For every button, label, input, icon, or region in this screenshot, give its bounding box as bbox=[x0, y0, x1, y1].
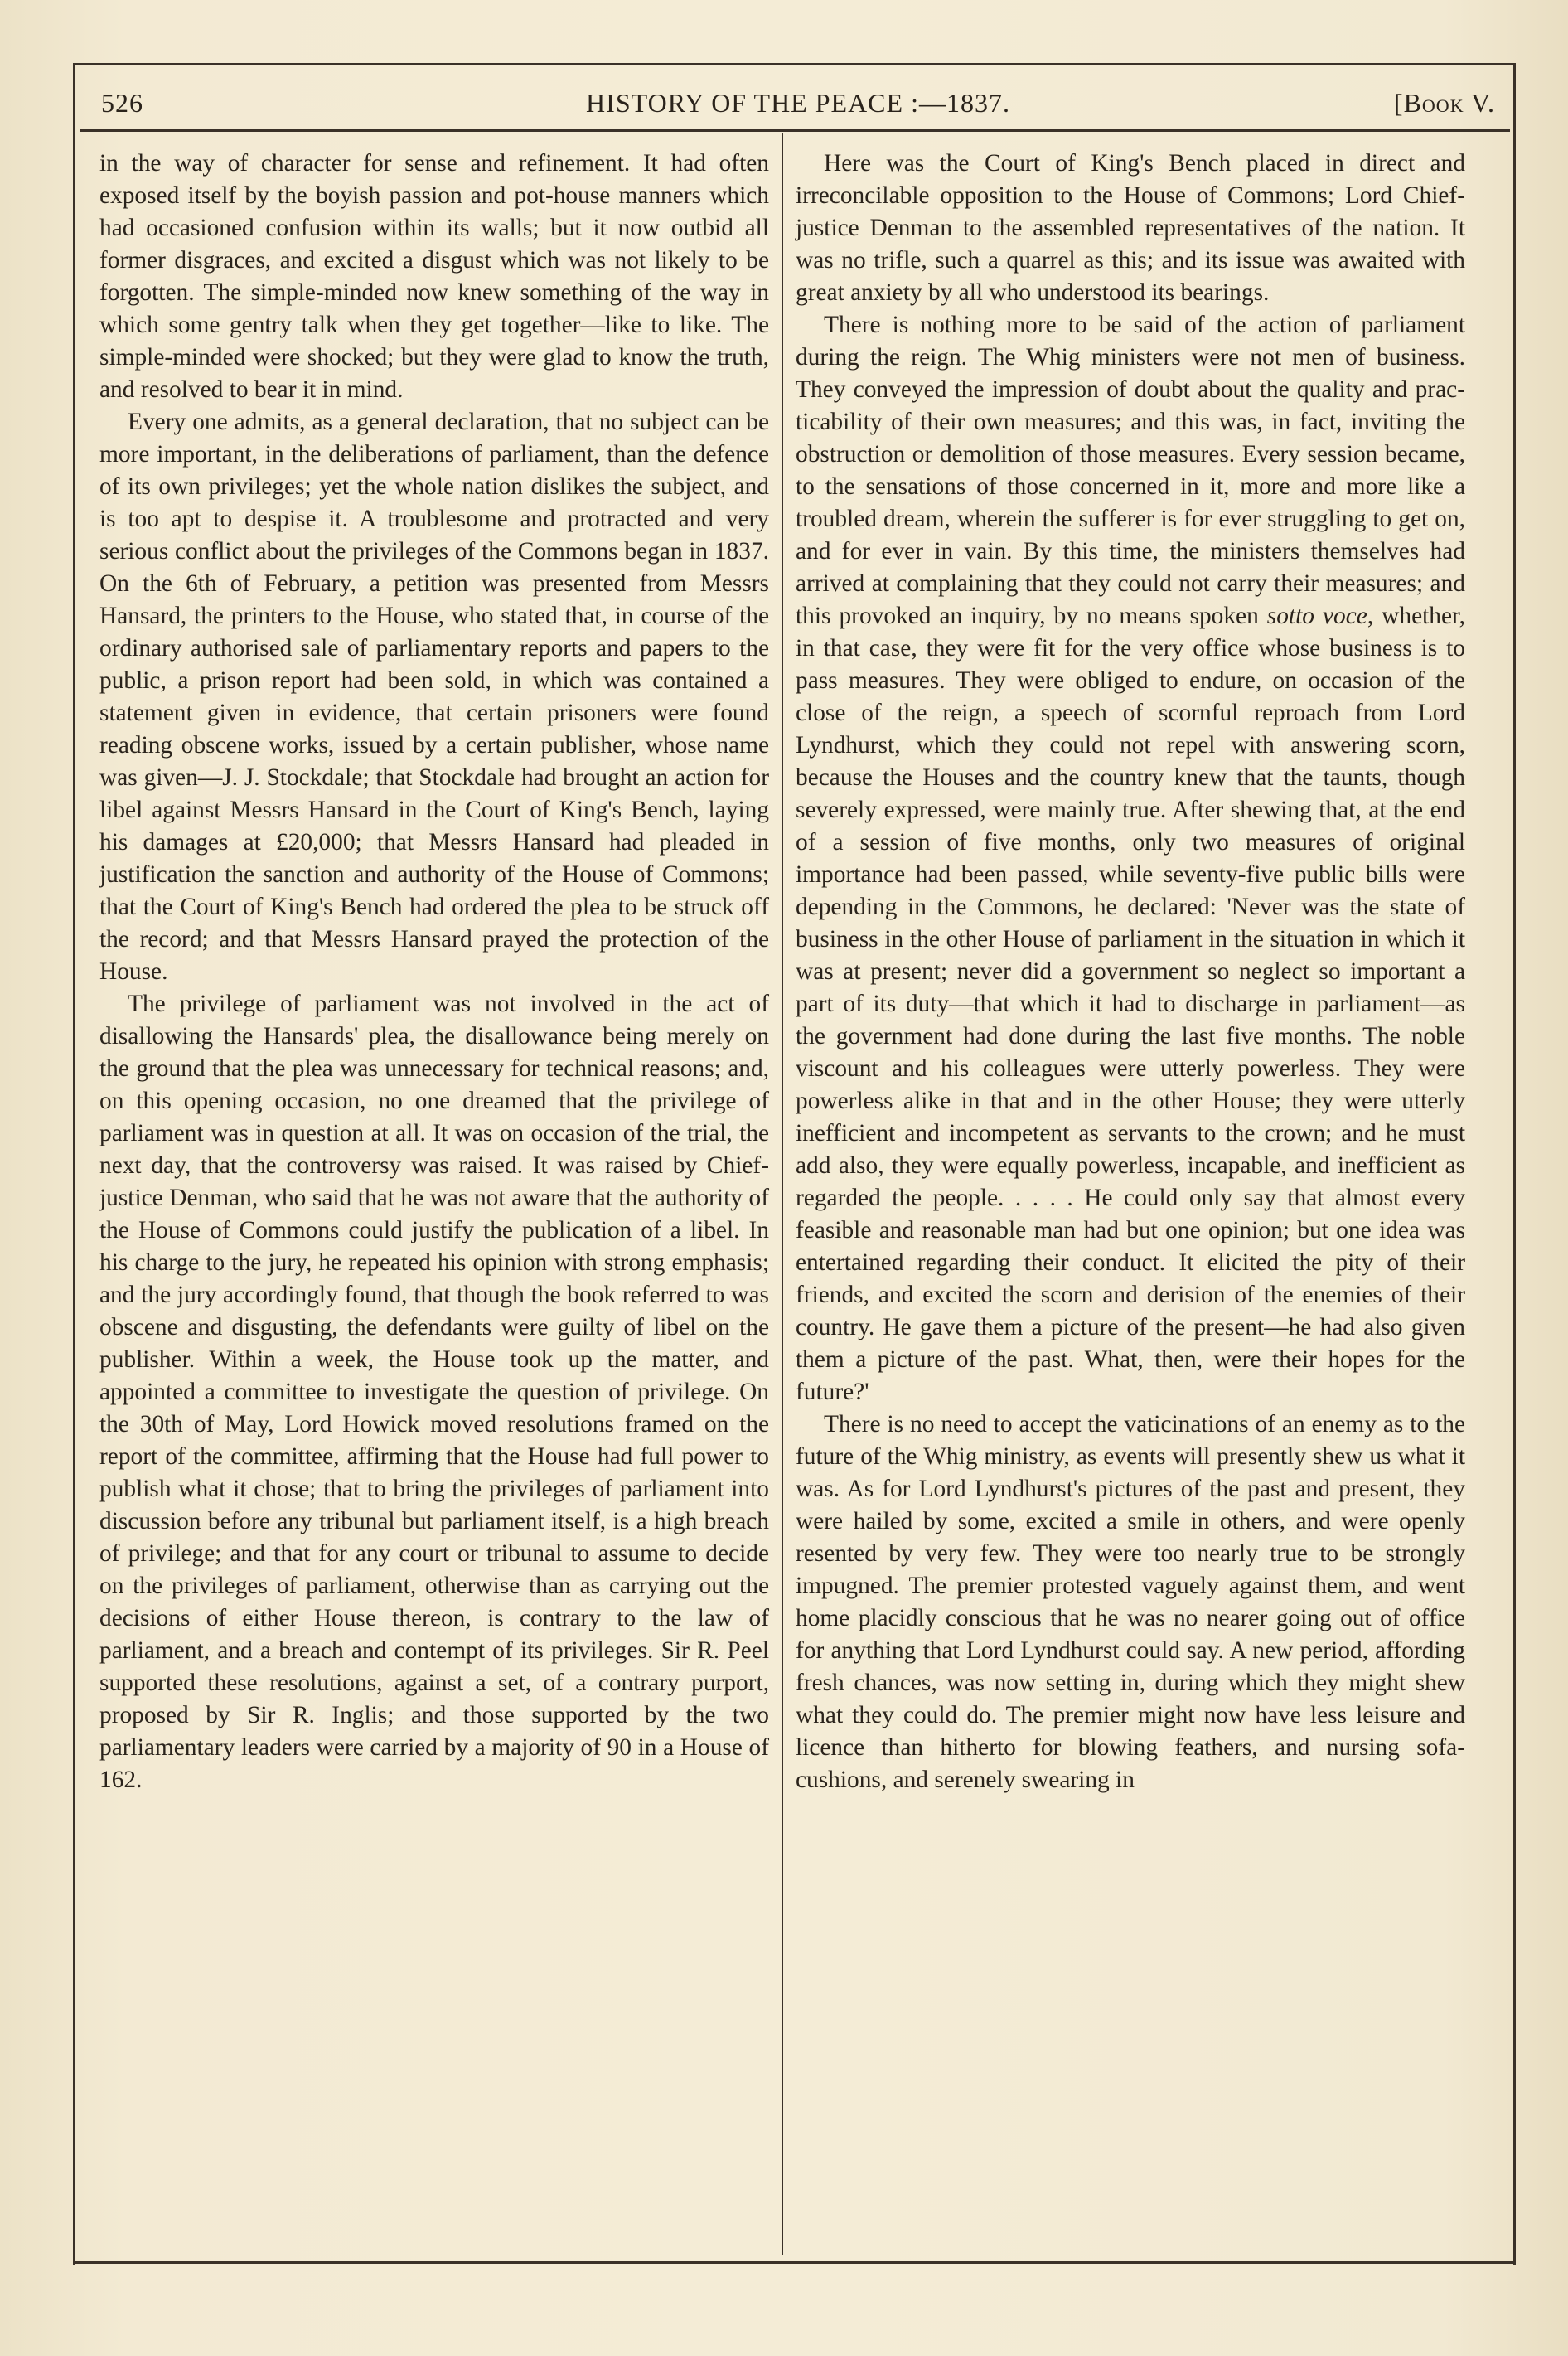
page-number: 526 bbox=[101, 88, 143, 118]
header-rule bbox=[80, 129, 1510, 132]
paragraph: There is no need to accept the vaticinations of an enemy as to the future of the Whig ministry, as events will presently shew us what it was. As for Lord Lyndhurst's pictures of the past and present, they were hailed by some, excited a smile in others, and were openly resented by very few. They were too nearly true to be strongly impugned. The premier protested vaguely against them, and went home placidly conscious that he was no nearer going out of office for anything that Lord Lyndhurst could say. A new period, affording fresh chances, was now setting in, during which they might shew what they could do. The premier might now have less leisure and licence than hitherto for blowing feathers, and nursing sofa-cushions, and serenely swearing in bbox=[796, 1411, 1465, 1793]
paragraph bbox=[796, 309, 1465, 1408]
paragraph: The privilege of parliament was not involved in the act of disallowing the Hansards' plea, the disallowance being merely on the ground that the plea was unnecessary for technical reasons; and, on this opening occasion, no one dreamed that the privilege of parliament was in question at all. It was on occasion of the trial, the next day, that the controversy was raised. It was raised by Chief-justice Denman, who said that he was not aware that the authority of the House of Commons could justify the publication of a libel. In his charge to the jury, he repeated his opinion with strong emphasis; and the jury accordingly found, that though the book referred to was obscene and disgusting, the defendants were guilty of libel on the publisher. Within a week, the House took up the matter, and appointed a committee to investigate the question of privilege. On the 30th of May, Lord Howick moved resolutions framed on the report of the committee, affirming that the House had full power to publish what it chose; that to bring the privileges of parliament into discussion before any tribunal but parliament itself, is a high breach of privilege; and that for any court or tribunal to assume to decide on the privileges of parliament, otherwise than as carrying out the decisions of either House thereon, is contrary to the law of parliament, and a breach and contempt of its privileges. Sir R. Peel supported these resolutions, against a set, of a contrary purport, proposed by Sir R. Inglis; and those supported by the two parliamentary leaders were carried by a majority of 90 in a House of 162. bbox=[99, 991, 769, 1793]
book-label bbox=[1394, 88, 1495, 119]
paragraph-text: , whether, in that case, they were fit for the very office whose business is to pass measures. They were obliged to endure, on occasion of the close of the reign, a speech of scornful reproach from Lord Lyndhurst, which they could not repel with answering scorn, because the Houses and the country knew that the taunts, though severely expressed, were mainly true. After shewing that, at the end of a session of five months, only two measures of original importance had been passed, while seventy-five public bills were depending in the Commons, he declared: 'Never was the state of business in the other House of parliament in the situation in which it was at present; never did a government so neglect so important a part of its duty—that which it had to discharge in parliament—as the government had done during the last five months. The noble viscount and his colleagues were utterly powerless. They were powerless alike in that and in the other House; they were utterly inefficient and incompetent as servants to the crown; and he must add also, they were equally powerless, incapable, and inefficient as regarded the people. . . . . He could only say that almost every feasible and reasonable man had but one opinion; but one idea was entertained regarding their conduct. It elicited the pity of their friends, and excited the scorn and derision of the enemies of their country. He gave them a picture of the present—he had also given them a picture of the past. What, then, were their hopes for the future?' bbox=[796, 603, 1466, 1405]
paragraph: in the way of character for sense and refinement. It had often exposed itself by the boyish passion and pot-house manners which had occasioned confusion within its walls; but it now outbid all former disgraces, and excited a disgust which was not likely to be forgotten. The simple-minded now knew something of the way in which some gentry talk when they get together—like to like. The simple-minded were shocked; but they were glad to know the truth, and resolved to bear it in mind. bbox=[99, 150, 769, 403]
right-column bbox=[796, 148, 1465, 1796]
paragraph: Here was the Court of King's Bench placed in direct and irreconcilable opposition to the House of Commons; Lord Chief-justice Denman to the assembled representatives of the nation. It was no trifle, such a quarrel as this; and its issue was awaited with great anxiety by all who understood its bearings. bbox=[796, 150, 1465, 306]
paragraph-text: There is nothing more to be said of the action of parliament during the reign. The Whig ministers were not men of business. They conveyed the impression of doubt about the quality and practicability of their own measures; and this was, in fact, inviting the obstruction or demolition of those measures. Every session became, to the sensations of those concerned in it, more and more like a troubled dream, wherein the sufferer is for ever struggling to get on, and for ever in vain. By this time, the ministers themselves had arrived at complaining that they could not carry their measures; and this provoked an inquiry, by no means spoken bbox=[796, 312, 1465, 629]
italic-phrase: sotto voce bbox=[1266, 603, 1367, 629]
running-header bbox=[101, 85, 1495, 126]
column-divider bbox=[782, 133, 783, 2255]
top-border-rule bbox=[73, 63, 1515, 65]
running-title: HISTORY OF THE PEACE :—1837. bbox=[586, 88, 1010, 118]
book-label-prefix: [B bbox=[1393, 88, 1422, 118]
bottom-rule bbox=[73, 2261, 1515, 2264]
paragraph: Every one admits, as a general declaration, that no subject can be more important, in the deliberations of parliament, than the defence of its own privileges; yet the whole nation dislikes the subject, and is too apt to despise it. A troublesome and protracted and very serious conflict about the privileges of the Commons began in 1837. On the 6th of February, a petition was presented from Messrs Hansard, the printers to the House, who stated that, in course of the ordinary authorised sale of parliamentary reports and papers to the public, a prison report had been sold, in which was contained a statement given in evidence, that certain prisoners were found reading obscene works, issued by a certain publisher, whose name was given—J. J. Stockdale; that Stockdale had brought an action for libel against Messrs Hansard in the Court of King's Bench, laying his damages at £20,000; that Messrs Hansard had pleaded in justification the sanction and authority of the House of Commons; that the Court of King's Bench had ordered the plea to be struck off the record; and that Messrs Hansard prayed the protection of the House. bbox=[99, 409, 769, 985]
left-border-rule bbox=[73, 63, 75, 2265]
right-border-rule bbox=[1513, 63, 1516, 2265]
book-label-sc: ook bbox=[1421, 88, 1464, 118]
book-label-suffix: V. bbox=[1464, 88, 1495, 118]
left-column bbox=[99, 148, 769, 1796]
